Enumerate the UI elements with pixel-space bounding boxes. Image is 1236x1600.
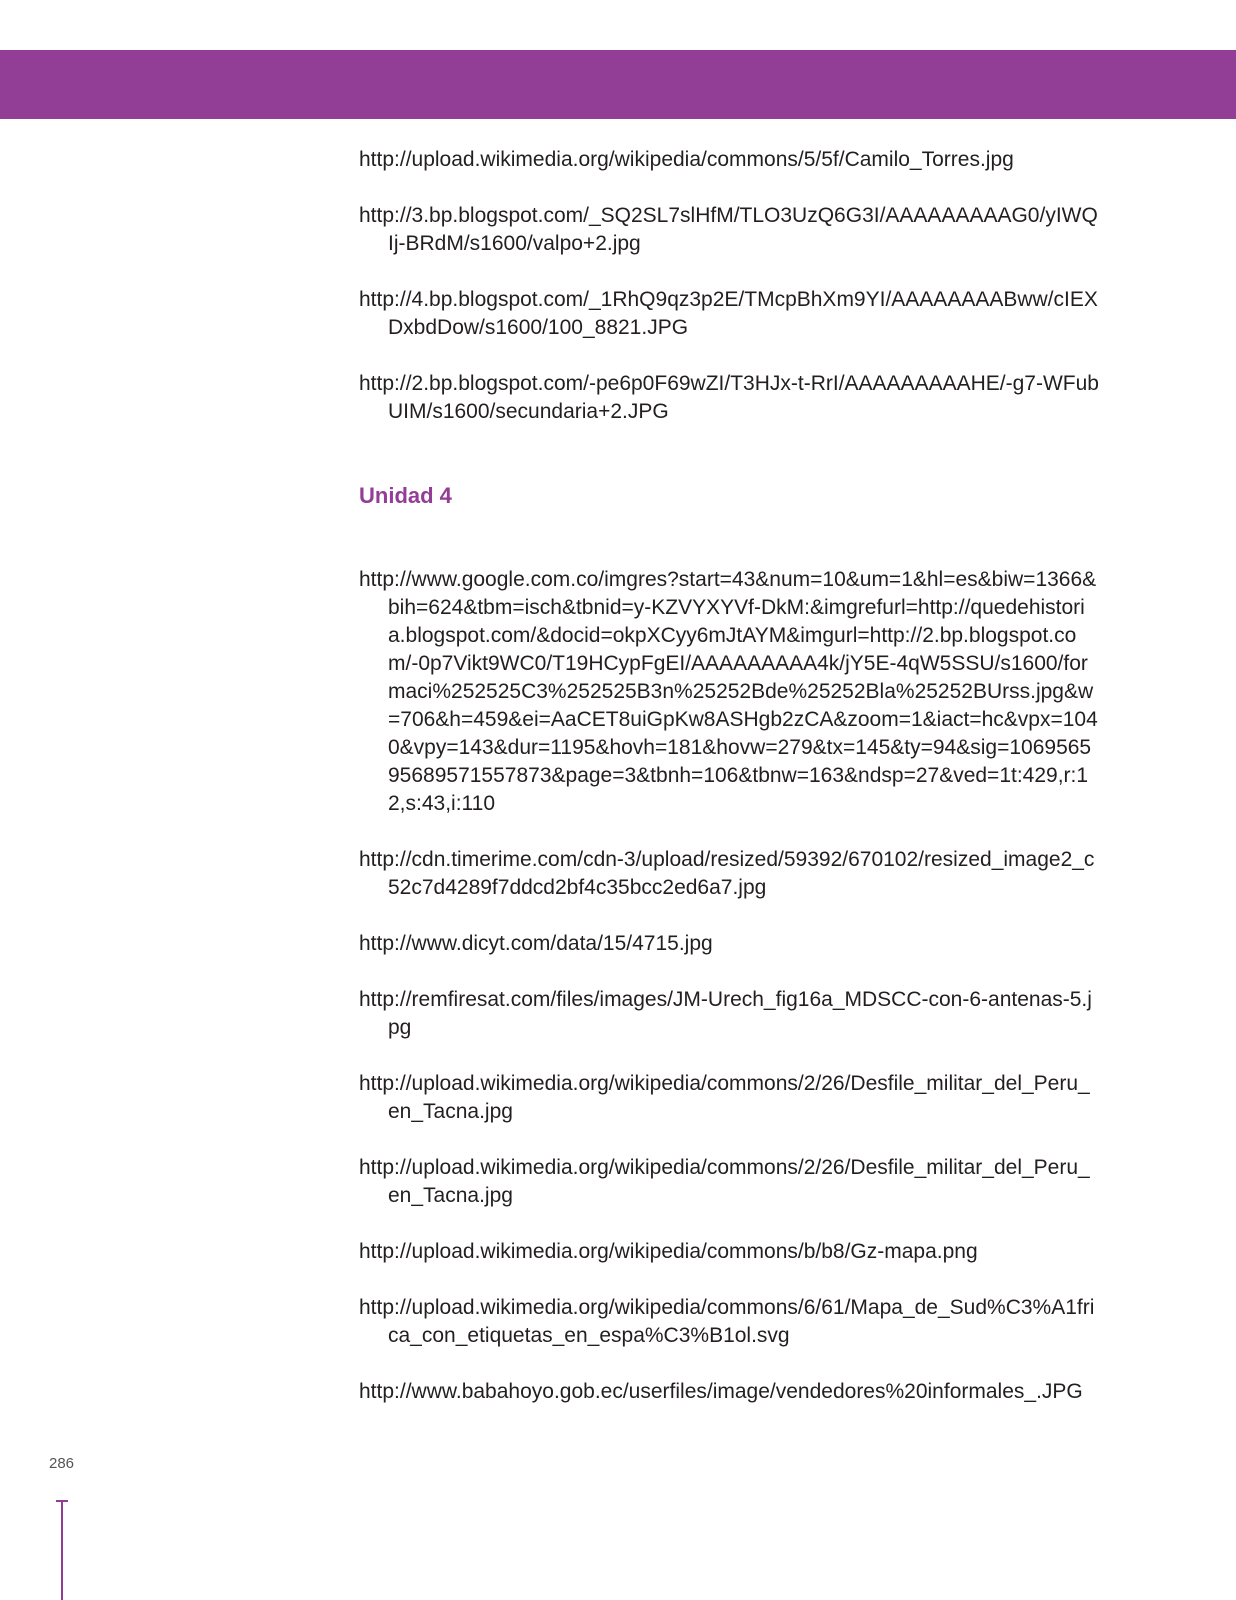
reference-url: http://www.dicyt.com/data/15/4715.jpg: [359, 932, 713, 955]
references-list: [359, 146, 1099, 1434]
reference-url: http://upload.wikimedia.org/wikipedia/commons/b/b8/Gz-mapa.png: [359, 1240, 978, 1263]
section-heading: Unidad 4: [359, 483, 452, 508]
reference-url: http://upload.wikimedia.org/wikipedia/commons/6/61/Mapa_de_Sud%C3%A1frica_con_etiquetas_en_espa%C3%B1ol.svg: [359, 1296, 1095, 1347]
reference-url: http://cdn.timerime.com/cdn-3/upload/resized/59392/670102/resized_image2_c52c7d4289f7ddcd2bf4c35bcc2ed6a7.jpg: [359, 848, 1095, 899]
reference-url: http://www.google.com.co/imgres?start=43&num=10&um=1&hl=es&biw=1366&bih=624&tbm=isch&tbnid=y-KZVYXYVf-DkM:&imgrefurl=http://quedehistoria.blogspot.com/&docid=okpXCyy6mJtAYM&imgurl=http://2.bp.blogspot.com/-0p7Vikt9WC0/T19HCypFgEI/AAAAAAAAA4k/jY5E-4qW5SSU/s1600/formaci%252525C3%252525B3n%25252Bde%25252Bla%25252BUrss.jpg&w=706&h=459&ei=AaCET8uiGpKw8ASHgb2zCA&zoom=1&iact=hc&vpx=1040&vpy=143&dur=1195&hovh=181&hovw=279&tx=145&ty=94&sig=106956595689571557873&page=3&tbnh=106&tbnw=163&ndsp=27&ved=1t:429,r:12,s:43,i:110: [359, 568, 1098, 815]
reference-url: http://www.babahoyo.gob.ec/userfiles/image/vendedores%20informales_.JPG: [359, 1380, 1083, 1403]
reference-url: http://4.bp.blogspot.com/_1RhQ9qz3p2E/TMcpBhXm9YI/AAAAAAAABww/cIEXDxbdDow/s1600/100_8821.JPG: [359, 288, 1098, 339]
reference-url: http://3.bp.blogspot.com/_SQ2SL7slHfM/TLO3UzQ6G3I/AAAAAAAAAG0/yIWQIj-BRdM/s1600/valpo+2.jpg: [359, 204, 1098, 255]
reference-url: http://upload.wikimedia.org/wikipedia/commons/5/5f/Camilo_Torres.jpg: [359, 148, 1014, 171]
reference-url: http://2.bp.blogspot.com/-pe6p0F69wZI/T3HJx-t-RrI/AAAAAAAAAHE/-g7-WFubUIM/s1600/secundaria+2.JPG: [359, 372, 1099, 423]
margin-rule: [61, 1500, 63, 1600]
header-band: [0, 50, 1236, 119]
page-number: 286: [49, 1455, 75, 1472]
reference-url: http://upload.wikimedia.org/wikipedia/commons/2/26/Desfile_militar_del_Peru_en_Tacna.jpg: [359, 1072, 1090, 1123]
reference-url: http://upload.wikimedia.org/wikipedia/commons/2/26/Desfile_militar_del_Peru_en_Tacna.jpg: [359, 1156, 1090, 1207]
reference-url: http://remfiresat.com/files/images/JM-Urech_fig16a_MDSCC-con-6-antenas-5.jpg: [359, 988, 1092, 1039]
